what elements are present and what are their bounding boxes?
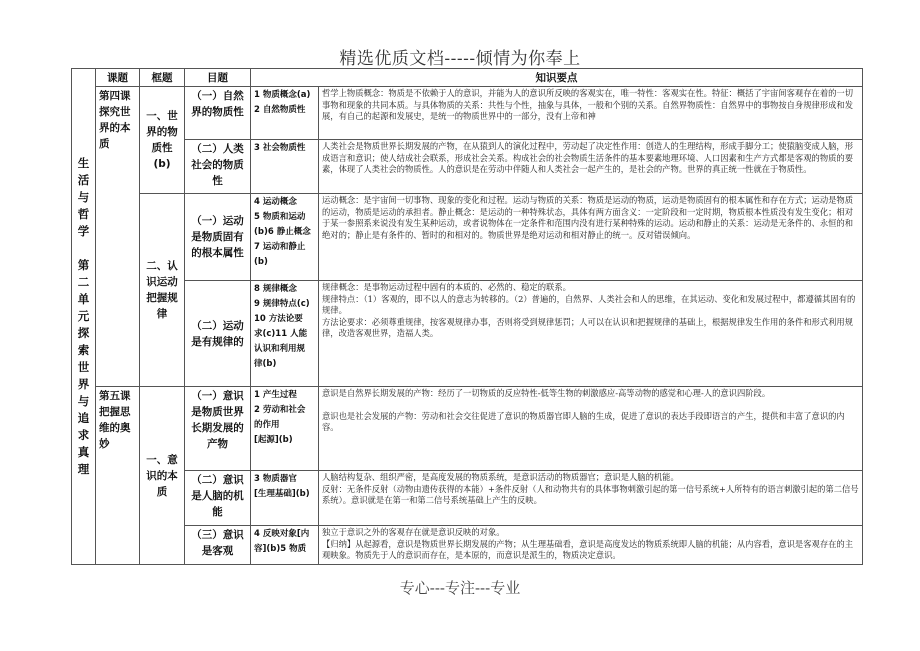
table-row [72,471,863,526]
goal-points: 3 物质器官 [生理基础](b) [251,471,319,526]
goal-points: 1 物质概念(a) 2 自然物质性 [251,87,319,140]
knowledge-cell: 哲学上物质概念：物质是不依赖于人的意识，并能为人的意识所反映的客观实在，唯一特性：客观实在性。特征：概括了宇宙间客观存在着的一切事物和现象的共同本质。与具体物质的关系：共性与个性，抽象与具体，一般和个别的关系。自然界物质性：自然界中的事物按自身规律形成和发展，有自己的起源和发展史，是统一的物质世界中的一部分，没有上帝和神 [319,87,863,140]
goal-title: （二）意识是人脑的机能 [185,471,251,526]
knowledge-cell: 独立于意识之外的客观存在就是意识反映的对象。 【归纳】从起源看，意识是物质世界长期发展的产物；从生理基础看，意识是高度发达的物质系统即人脑的机能；从内容看，意识是客观存在的主观映象。物质先于人的意识而存在，是本原的，而意识是派生的，物质决定意识。 [319,526,863,565]
knowledge-table [71,68,863,565]
goal-points: 4 运动概念 5 物质和运动 (b)6 静止概念 7 运动和静止 (b) [251,194,319,281]
table-row [72,87,863,140]
table-row [72,281,863,387]
knowledge-cell: 人类社会是物质世界长期发展的产物，在从猿到人的演化过程中，劳动起了决定性作用：创造人的生理结构，形成手脚分工；使猿脑变成人脑，形成语言和意识；使人结成社会联系，形成社会关系。构成社会的社会物质生活条件的基本要素地理环境、人口因素和生产方式都是客观的物质的要素，体现了人类社会的物质性。人的意识是在劳动中伴随人和人类社会一起产生的，是社会的产物。世界的真正统一性就在于物质性。 [319,140,863,194]
goal-title: （二）人类社会的物质性 [185,140,251,194]
goal-title: （一）意识是物质世界长期发展的产物 [185,387,251,471]
table-row [72,526,863,565]
goal-points: 4 反映对象[内 容](b)5 物质 [251,526,319,565]
lesson-title: 第五课把握思维的奥妙 [96,387,140,565]
frame-title: 二、认识运动把握规律 [140,194,185,387]
goal-points: 1 产生过程 2 劳动和社会 的作用 [起源](b) [251,387,319,471]
page-footer: 专心---专注---专业 [399,579,521,597]
knowledge-cell: 规律概念：是事物运动过程中固有的本质的、必然的、稳定的联系。 规律特点：（1）客观的，即不以人的意志为转移的。（2）普遍的，自然界、人类社会和人的思维，在其运动、变化和发展过程中，都遵循其固有的规律。 方法论要求：必须尊重规律，按客观规律办事，否则将受到规律惩罚；人可以在认识和把握规律的基础上，根据规律发生作用的条件和形式利用规律，改造客观世界，造福人类。 [319,281,863,387]
frame-title: 一、世界的物质性 (b) [140,87,185,194]
table-row [72,194,863,281]
goal-title: （二）运动是有规律的 [185,281,251,387]
header-goal: 目题 [185,69,251,87]
goal-title: （一）运动是物质固有的根本属性 [185,194,251,281]
knowledge-cell: 运动概念：是宇宙间一切事物、现象的变化和过程。运动与物质的关系：物质是运动的物质，运动是物质固有的根本属性和存在方式；运动是物质的运动，物质是运动的承担者。静止概念：是运动的一种特殊状态，具体有两方面含义：一定阶段和一定时期，物质根本性质没有发生变化；相对于某一参照系来说没有发生某种运动，或者说物体在一定条件和范围内没有进行某种特殊的运动。运动和静止的关系：运动是无条件的、永恒的和绝对的；静止是有条件的、暂时的和相对的。物质世界是绝对运动和相对静止的统一。反对错误倾向。 [319,194,863,281]
goal-title: （三）意识是客观 [185,526,251,565]
goal-title: （一）自然界的物质性 [185,87,251,140]
table-header-row [72,69,863,87]
frame-title: 一、意识的本质 [140,387,185,565]
table-row [72,387,863,471]
page-header: 精选优质文档-----倾情为你奉上 [339,49,581,69]
header-knowledge: 知识要点 [251,69,863,87]
goal-points: 8 规律概念 9 规律特点(c) 10 方法论要 求(c)11 人能 认识和利用规 律(b) [251,281,319,387]
header-frame: 框题 [140,69,185,87]
lesson-title: 第四课探究世界的本质 [96,87,140,387]
table-row [72,140,863,194]
knowledge-cell: 意识是自然界长期发展的产物：经历了一切物质的反应特性-低等生物的刺激感应-高等动物的感觉和心理-人的意识四阶段。 意识也是社会发展的产物：劳动和社会交往促进了意识的物质器官即人脑的生成，促进了意识的表达手段即语言的产生，提供和丰富了意识的内容。 [319,387,863,471]
unit-label: 生 活 与 哲 学 第 二 单 元 探 索 世 界 与 追 求 真 理 [72,69,96,565]
knowledge-cell: 人脑结构复杂、组织严密，是高度发展的物质系统，是意识活动的物质器官；意识是人脑的机能。 反射：无条件反射（动物由遗传获得的本能）+条件反射（人和动物共有的具体事物刺激引起的第一信号系统+人所特有的语言刺激引起的第二信号系统）。意识就是在第一和第二信号系统基础上产生的反映。 [319,471,863,526]
header-lesson: 课题 [96,69,140,87]
goal-points: 3 社会物质性 [251,140,319,194]
